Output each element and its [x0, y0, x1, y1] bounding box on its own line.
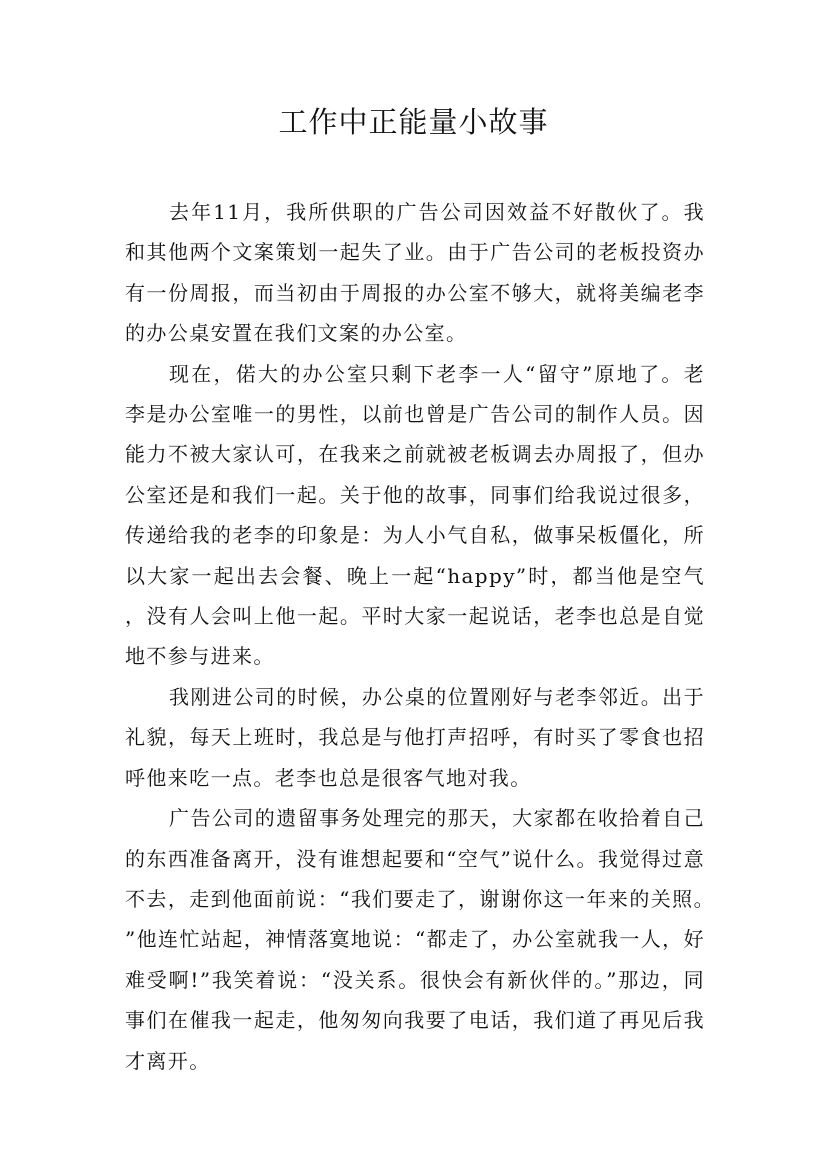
- paragraph-1: 去年11月，我所供职的广告公司因效益不好散伙了。我和其他两个文案策划一起失了业。由于广告公司的老板投资办有一份周报，而当初由于周报的办公室不够大，就将美编老李的办公桌安置在我们文案的办公室。: [125, 200, 705, 346]
- paragraph-3: 我刚进公司的时候，办公桌的位置刚好与老李邻近。出于礼貌，每天上班时，我总是与他打声招呼，有时买了零食也招呼他来吃一点。老李也总是很客气地对我。: [125, 684, 705, 790]
- paragraph-2: 现在，偌大的办公室只剩下老李一人“留守”原地了。老李是办公室唯一的男性，以前也曾是广告公司的制作人员。因能力不被大家认可，在我来之前就被老板调去办周报了，但办公室还是和我们一起。关于他的故事，同事们给我说过很多，传递给我的老李的印象是：为人小气自私，做事呆板僵化，所以大家一起出去会餐、晚上一起“happy”时，都当他是空气，没有人会叫上他一起。平时大家一起说话，老李也总是自觉地不参与进来。: [125, 361, 705, 669]
- document-title: 工作中正能量小故事: [278, 105, 549, 139]
- document-body: [125, 192, 705, 1081]
- paragraph-4: 广告公司的遗留事务处理完的那天，大家都在收拾着自己的东西准备离开，没有谁想起要和“空气”说什么。我觉得过意不去，走到他面前说：“我们要走了，谢谢你这一年来的关照。”他连忙站起，神情落寞地说：“都走了，办公室就我一人，好难受啊!”我笑着说：“没关系。很快会有新伙伴的。”那边，同事们在催我一起走，他匆匆向我要了电话，我们道了再见后我才离开。: [125, 806, 705, 1073]
